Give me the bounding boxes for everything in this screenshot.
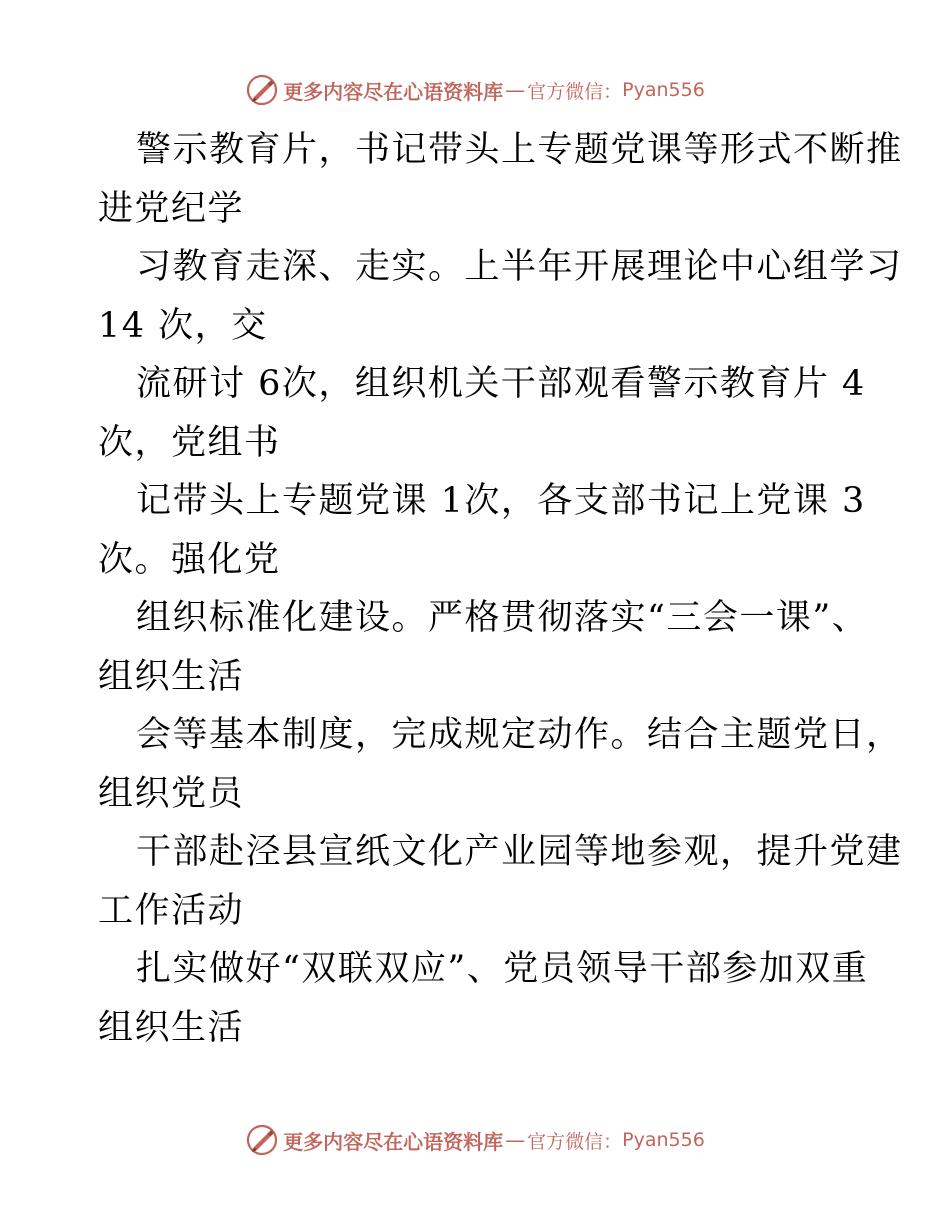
- header-watermark-banner: [0, 70, 950, 110]
- document-body: [98, 121, 903, 1057]
- body-line: 组织生活: [98, 1007, 245, 1048]
- footer-banner-wechat-label: 官方微信：: [527, 1130, 623, 1153]
- body-line: 警示教育片，书记带头上专题党课等形式不断推: [136, 130, 903, 170]
- footer-banner-title: 更多内容尽在心语资料库: [283, 1129, 504, 1154]
- body-line: 流研讨 6次，组织机关干部观看警示教育片 4: [136, 364, 866, 404]
- body-line: 组织生活: [98, 656, 245, 697]
- body-line: 14 次，交: [98, 305, 268, 346]
- body-line: 组织标准化建设。严格贯彻落实“三会一课”、: [136, 598, 869, 638]
- body-line: 记带头上专题党课 1次，各支部书记上党课 3: [136, 481, 866, 521]
- header-banner-title: 更多内容尽在心语资料库: [283, 79, 504, 104]
- body-line: 组织党员: [98, 773, 245, 814]
- body-line: 扎实做好“双联双应”、党员领导干部参加双重: [136, 949, 869, 989]
- body-line: 次。强化党: [98, 539, 281, 580]
- header-banner-wechat-label: 官方微信：: [527, 80, 623, 103]
- body-line: 工作活动: [98, 890, 245, 931]
- footer-banner-dash: —: [505, 1128, 526, 1152]
- footer-watermark-banner: [0, 1120, 950, 1160]
- body-line: 习教育走深、走实。上半年开展理论中心组学习: [136, 247, 903, 287]
- header-banner-wechat-id: Pyan556: [622, 79, 705, 101]
- pen-logo-icon: [245, 1123, 279, 1157]
- pen-logo-icon: [245, 73, 279, 107]
- body-line: 次，党组书: [98, 422, 281, 463]
- header-banner-dash: —: [505, 78, 526, 102]
- body-line: 会等基本制度，完成规定动作。结合主题党日，: [136, 715, 903, 755]
- body-line: 进党纪学: [98, 188, 245, 229]
- body-line: 干部赴泾县宣纸文化产业园等地参观，提升党建: [136, 832, 903, 872]
- footer-banner-wechat-id: Pyan556: [622, 1129, 705, 1151]
